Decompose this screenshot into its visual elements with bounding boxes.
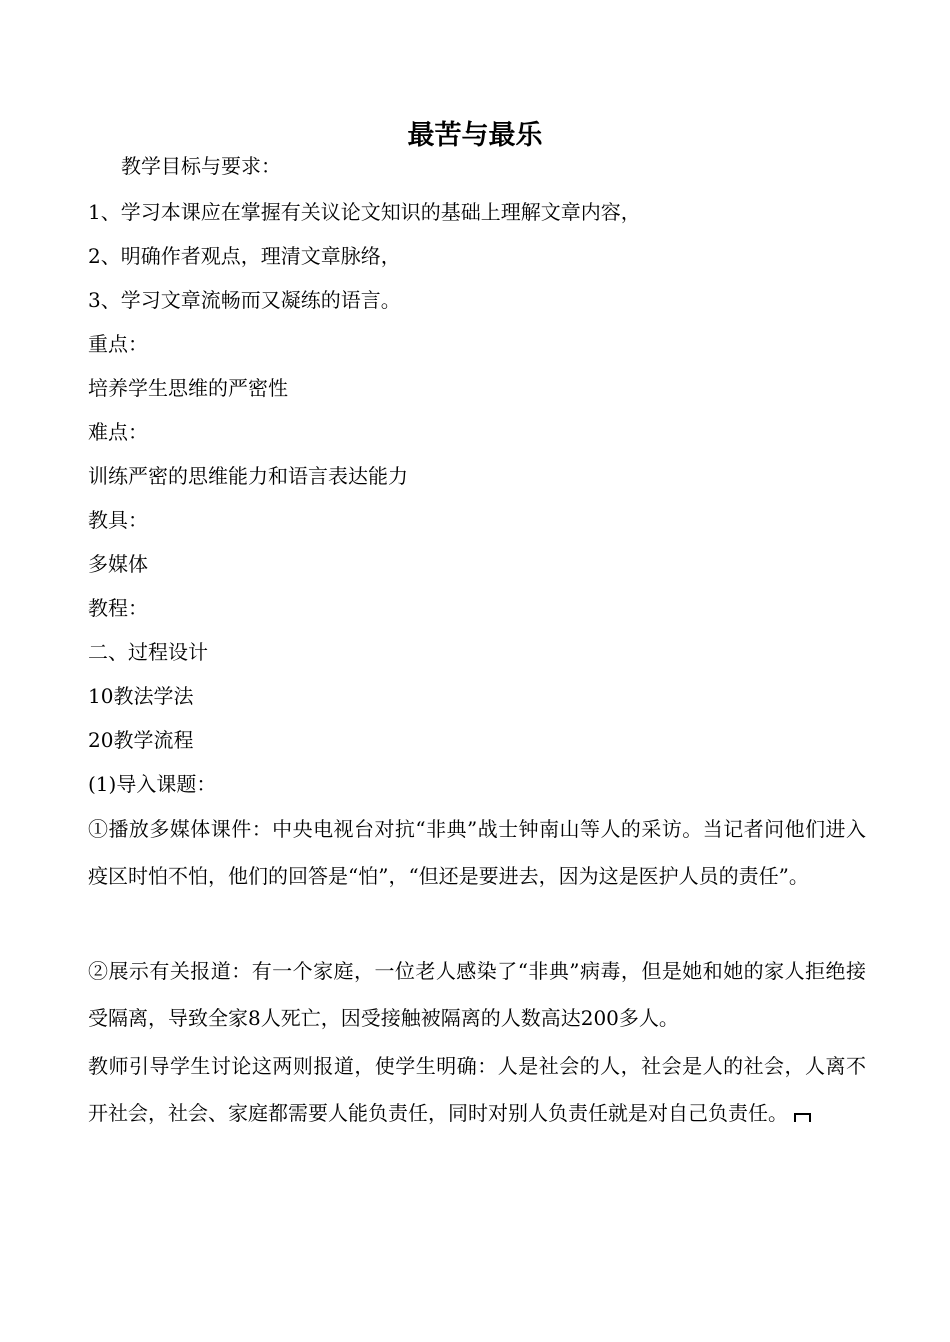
paragraph-2: ②展示有关报道：有一个家庭，一位老人感染了“非典”病毒，但是她和她的家人拒绝接受隔离，导致全家8人死亡，因受接触被隔离的人数高达200多人。	[88, 959, 866, 1030]
paragraph-1: ①播放多媒体课件：中央电视台对抗“非典”战士钟南山等人的采访。当记者问他们进入疫区时怕不怕，他们的回答是“怕”，“但还是要进去，因为这是医护人员的责任”。	[88, 817, 866, 888]
paragraph-3-text: 教师引导学生讨论这两则报道，使学生明确：人是社会的人，社会是人的社会，人离不开社会，社会、家庭都需要人能负责任，同时对别人负责任就是对自己负责任。	[88, 1054, 866, 1125]
document-title: 最苦与最乐	[407, 120, 543, 151]
process-design-heading: 二、过程设计	[88, 640, 208, 664]
objectives-heading: 教学目标与要求：	[121, 154, 281, 178]
objective-1: 1、学习本课应在掌握有关议论文知识的基础上理解文章内容，	[88, 200, 641, 224]
procedure-heading: 教程：	[88, 596, 148, 620]
objective-2: 2、明确作者观点，理清文章脉络，	[88, 244, 401, 268]
paragraph-3	[88, 1043, 866, 1137]
teaching-aids-heading: 教具：	[88, 508, 148, 532]
difficulties-heading: 难点：	[88, 420, 148, 444]
teaching-aids-text: 多媒体	[88, 552, 148, 576]
key-points-heading: 重点：	[88, 332, 148, 356]
flow-item: 20教学流程	[88, 728, 194, 752]
methods-item: 10教法学法	[88, 684, 194, 708]
objective-3: 3、学习文章流畅而又凝练的语言。	[88, 288, 401, 312]
difficulties-text: 训练严密的思维能力和语言表达能力	[88, 464, 408, 488]
key-points-text: 培养学生思维的严密性	[88, 376, 288, 400]
intro-heading: (1)导入课题：	[88, 772, 217, 796]
text-cursor-mark	[794, 1113, 811, 1122]
